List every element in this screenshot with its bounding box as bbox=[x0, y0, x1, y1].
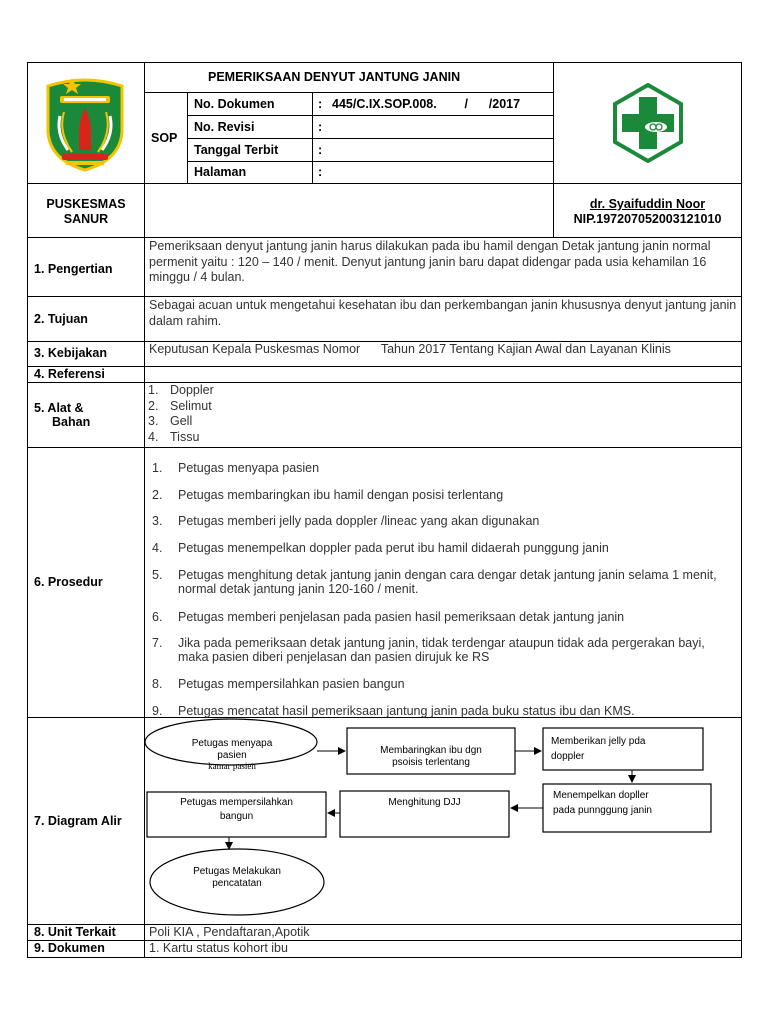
field-value-no-dokumen: 445/C.IX.SOP.008. / /2017 bbox=[332, 97, 521, 111]
prosedur-step-text: Petugas memberi jelly pada doppler /lineac yang akan digunakan bbox=[178, 514, 540, 528]
label-tujuan: 2. Tujuan bbox=[34, 312, 88, 326]
signer-nip: NIP.197207052003121010 bbox=[573, 211, 722, 226]
alat-item-number: 4. bbox=[148, 430, 159, 444]
flow-start-line-2: pasien bbox=[217, 750, 247, 761]
flow-node-6-line-1: Petugas mempersilahkan bbox=[180, 797, 293, 808]
field-label-tanggal-terbit: Tanggal Terbit bbox=[194, 143, 279, 157]
organization-line-2: SANUR bbox=[63, 212, 109, 226]
flow-node-4-label bbox=[553, 788, 711, 818]
alat-item-text: Selimut bbox=[170, 399, 212, 413]
flow-start-line-1: Petugas menyapa bbox=[191, 738, 273, 749]
label-dokumen: 9. Dokumen bbox=[34, 941, 105, 955]
kebijakan-text: Keputusan Kepala Puskesmas Nomor Tahun 2017 Tentang Kajian Awal dan Layanan Klinis bbox=[149, 342, 671, 356]
flow-node-6-label bbox=[147, 796, 326, 824]
label-unit-terkait: 8. Unit Terkait bbox=[34, 925, 116, 939]
flow-node-2-label bbox=[347, 745, 515, 769]
alat-item bbox=[148, 414, 192, 430]
label-pengertian: 1. Pengertian bbox=[34, 262, 113, 276]
flow-node-3-line-1: Memberikan jelly pda bbox=[551, 736, 646, 747]
field-label-halaman: Halaman bbox=[194, 165, 247, 179]
document-title: PEMERIKSAAN DENYUT JANTUNG JANIN bbox=[208, 70, 461, 84]
prosedur-step-number: 9. bbox=[152, 704, 163, 718]
unit-terkait-text: Poli KIA , Pendaftaran,Apotik bbox=[149, 925, 310, 939]
regency-crest-logo bbox=[42, 72, 128, 172]
flow-start-line-3: kamar pasien bbox=[208, 761, 256, 771]
label-prosedur: 6. Prosedur bbox=[34, 575, 103, 589]
prosedur-step-text: Petugas menempelkan doppler pada perut ibu hamil didaerah punggung janin bbox=[178, 541, 609, 555]
dokumen-text: 1. Kartu status kohort ibu bbox=[149, 941, 288, 955]
field-sep-no-dokumen: : bbox=[318, 97, 323, 111]
prosedur-step-number: 3. bbox=[152, 514, 163, 528]
prosedur-step-number: 6. bbox=[152, 610, 163, 624]
alat-item-text: Gell bbox=[170, 414, 193, 428]
alat-item bbox=[148, 430, 199, 446]
flow-node-3-label bbox=[551, 734, 701, 764]
alat-item-text: Tissu bbox=[170, 430, 200, 444]
label-kebijakan: 3. Kebijakan bbox=[34, 346, 107, 360]
sop-label: SOP bbox=[151, 131, 178, 145]
prosedur-step-text: Petugas memberi penjelasan pada pasien hasil pemeriksaan detak jantung janin bbox=[178, 610, 625, 624]
label-diagram-alir: 7. Diagram Alir bbox=[34, 814, 122, 828]
prosedur-step-number: 7. bbox=[152, 636, 163, 650]
alat-item bbox=[148, 399, 212, 415]
prosedur-step-number: 8. bbox=[152, 677, 163, 691]
prosedur-step-text: Petugas mempersilahkan pasien bangun bbox=[178, 677, 405, 691]
signer-block bbox=[554, 197, 741, 226]
field-sep-halaman: : bbox=[318, 165, 323, 179]
puskesmas-logo bbox=[608, 83, 688, 163]
flow-node-4-line-2: pada punnggung janin bbox=[553, 805, 652, 816]
flow-node-2-line-2: psoisis terlentang bbox=[392, 757, 470, 768]
alat-item-number: 1. bbox=[148, 383, 159, 397]
organization-line-1: PUSKESMAS bbox=[46, 197, 126, 211]
prosedur-step-text: Petugas membaringkan ibu hamil dengan posisi terlentang bbox=[178, 488, 504, 502]
flow-node-3-line-2: doppler bbox=[551, 751, 585, 762]
prosedur-step-number: 1. bbox=[152, 461, 163, 475]
field-sep-no-revisi: : bbox=[318, 120, 323, 134]
flow-node-2-line-1: Membaringkan ibu dgn bbox=[380, 745, 482, 756]
flow-node-4-line-1: Menempelkan dopller bbox=[553, 790, 649, 801]
prosedur-step-number: 4. bbox=[152, 541, 163, 555]
label-alat-bahan-2: Bahan bbox=[52, 415, 91, 429]
flow-start-label bbox=[167, 738, 297, 771]
field-label-no-dokumen: No. Dokumen bbox=[194, 97, 275, 111]
label-alat-bahan-1: 5. Alat & bbox=[34, 401, 84, 415]
prosedur-step-number: 2. bbox=[152, 488, 163, 502]
tujuan-text: Sebagai acuan untuk mengetahui kesehatan ibu dan perkembangan janin khususnya denyut jantung janin dalam rahim. bbox=[149, 298, 737, 328]
prosedur-step-text: Petugas menyapa pasien bbox=[178, 461, 320, 475]
flow-end-line-2: pencatatan bbox=[212, 878, 262, 889]
flow-node-5-label: Menghitung DJJ bbox=[388, 797, 461, 808]
flow-node-6-line-2: bangun bbox=[219, 811, 254, 822]
alat-item-number: 3. bbox=[148, 414, 159, 428]
alat-item-text: Doppler bbox=[170, 383, 214, 397]
prosedur-step-number: 5. bbox=[152, 568, 163, 582]
label-referensi: 4. Referensi bbox=[34, 367, 105, 381]
pengertian-text: Pemeriksaan denyut jantung janin harus dilakukan pada ibu hamil dengan Detak jantung janin normal permenit yaitu : 120 – 140 / menit. Denyut jantung janin baru dapat didengar pada usia kehamilan 16 minggu / 4 bulan. bbox=[149, 239, 711, 284]
alat-item-number: 2. bbox=[148, 399, 159, 413]
organization-name bbox=[28, 197, 144, 227]
signer-name: dr. Syaifuddin Noor bbox=[589, 197, 706, 211]
alat-item bbox=[148, 383, 214, 399]
field-label-no-revisi: No. Revisi bbox=[194, 120, 255, 134]
prosedur-step-text: Petugas mencatat hasil pemeriksaan jantung janin pada buku status ibu dan KMS. bbox=[178, 704, 635, 718]
field-sep-tanggal-terbit: : bbox=[318, 143, 323, 157]
flow-end-line-1: Petugas Melakukan bbox=[193, 866, 281, 877]
prosedur-step-text: Petugas menghitung detak jantung janin dengan cara dengar detak jantung janin selama 1 menit, normal detak jantung janin 120-160 / menit. bbox=[178, 568, 717, 596]
prosedur-step-text: Jika pada pemeriksaan detak jantung janin, tidak terdengar ataupun tidak ada pergerakan bayi, maka pasien diberi penjelasan dan pasien dirujuk ke RS bbox=[178, 636, 705, 664]
flow-end-label bbox=[167, 866, 307, 890]
flow-diagram bbox=[145, 718, 741, 924]
